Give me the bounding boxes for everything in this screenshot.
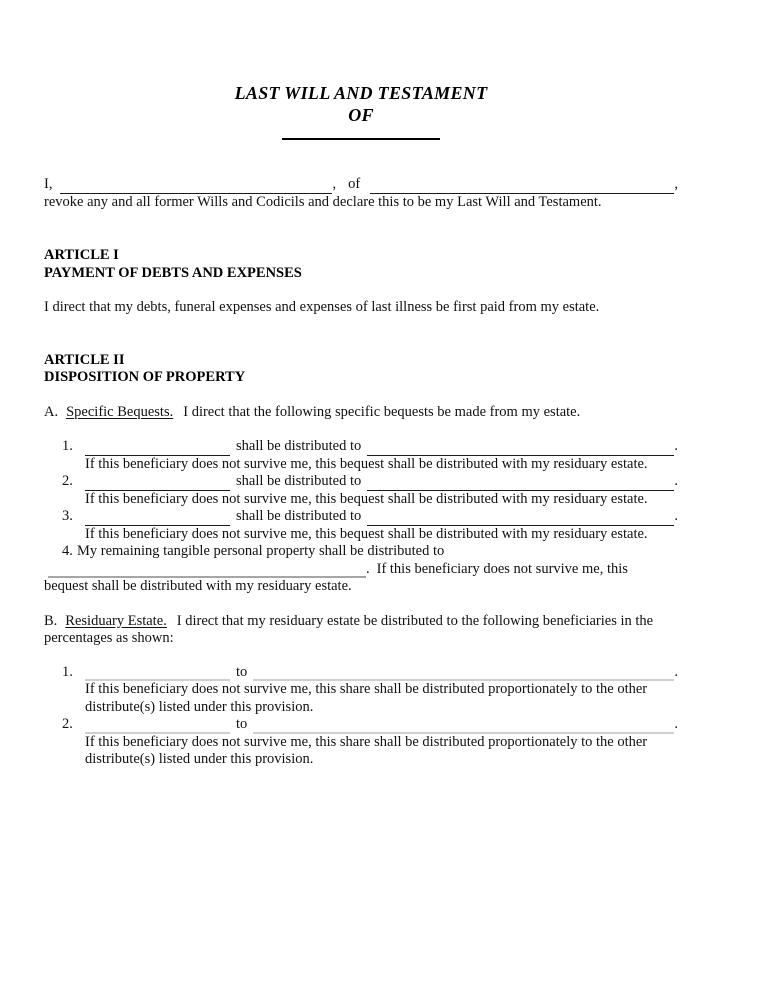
section-b-intro-line-1: [44, 613, 678, 631]
bequest-item-2-note: If this beneficiary does not survive me, this bequest shall be distributed with my residuary estate.: [85, 490, 648, 507]
bequest-beneficiary-blank[interactable]: [367, 442, 674, 456]
bequest-property-blank[interactable]: [85, 512, 230, 526]
section-a-title: Specific Bequests.: [66, 403, 174, 420]
section-b-intro-text: I direct that my residuary estate be distributed to the following beneficiaries in the: [176, 612, 654, 629]
document-content: [44, 0, 678, 769]
testator-address-blank[interactable]: [370, 180, 674, 194]
item-number: 4.: [62, 543, 73, 559]
section-b-items: [44, 664, 678, 769]
bequest-item-4-note: If this beneficiary does not survive me, this: [376, 560, 628, 577]
opening-line-2: revoke any and all former Wills and Codicils and declare this to be my Last Will and Testament.: [44, 193, 602, 210]
residuary-item-2: [62, 716, 678, 734]
article-2-subheading: DISPOSITION OF PROPERTY: [44, 369, 246, 385]
bequest-item-4-text: My remaining tangible personal property shall be distributed to: [77, 543, 445, 559]
residuary-item-2-note: If this beneficiary does not survive me, this share shall be distributed proportionately to the other: [85, 733, 648, 750]
article-1-heading-block: [44, 247, 678, 282]
testator-name-title-blank[interactable]: [282, 138, 440, 140]
item-connector: shall be distributed to: [236, 508, 362, 524]
residuary-share-blank[interactable]: [85, 667, 230, 681]
bequest-item-4-line-2: [44, 561, 678, 579]
bequest-beneficiary-blank[interactable]: [367, 477, 674, 491]
residuary-beneficiary-blank[interactable]: [253, 720, 674, 734]
period: .: [674, 716, 678, 732]
page-title-of: OF: [348, 105, 374, 125]
section-a-intro: [44, 404, 678, 422]
article-2-heading-block: [44, 352, 678, 387]
section-a-items: [44, 438, 678, 596]
page-title: LAST WILL AND TESTAMENT: [234, 83, 488, 103]
comma: ,: [674, 176, 678, 192]
section-a-intro-text: I direct that the following specific bequests be made from my estate.: [183, 403, 581, 420]
residuary-item-2-note-continued: distribute(s) listed under this provision.: [85, 751, 314, 767]
bequest-property-blank[interactable]: [85, 442, 230, 456]
section-a-label: A.: [44, 403, 59, 420]
item-number: 2.: [62, 473, 73, 489]
item-number: 3.: [62, 508, 73, 524]
article-1-heading: ARTICLE I: [44, 247, 119, 263]
comma: ,: [332, 176, 337, 192]
item-number: 1.: [62, 663, 73, 680]
period: .: [674, 473, 678, 489]
opening-of: of: [348, 176, 361, 192]
section-b-title: Residuary Estate.: [65, 612, 167, 629]
bequest-item-3: [62, 508, 678, 526]
article-1-body: I direct that my debts, funeral expenses and expenses of last illness be first paid from my estate.: [44, 299, 600, 315]
item-number: 1.: [62, 438, 73, 454]
opening-line-1: [44, 176, 678, 194]
bequest-item-4: [62, 543, 678, 561]
section-b-intro: [44, 613, 678, 648]
period: .: [674, 438, 678, 454]
item-connector: shall be distributed to: [236, 473, 362, 489]
bequest-item-1-note: If this beneficiary does not survive me, this bequest shall be distributed with my residuary estate.: [85, 455, 648, 472]
item-connector: shall be distributed to: [236, 438, 362, 454]
title-block: [44, 82, 678, 140]
opening-paragraph: [44, 176, 678, 211]
residuary-item-1: [62, 664, 678, 682]
bequest-property-blank[interactable]: [85, 477, 230, 491]
bequest-item-3-note: If this beneficiary does not survive me, this bequest shall be distributed with my residuary estate.: [85, 525, 648, 542]
residuary-share-blank[interactable]: [85, 720, 230, 734]
item-connector: to: [236, 716, 248, 732]
residuary-item-1-note: If this beneficiary does not survive me, this share shall be distributed proportionately to the other: [85, 681, 648, 697]
item-number: 2.: [62, 716, 73, 732]
item-connector: to: [236, 663, 248, 680]
bequest-item-4-note-continued: bequest shall be distributed with my residuary estate.: [44, 578, 352, 594]
section-b-intro-line-2: percentages as shown:: [44, 630, 174, 646]
residuary-item-1-note-continued: distribute(s) listed under this provision.: [85, 698, 314, 715]
remaining-property-beneficiary-blank[interactable]: [48, 564, 366, 578]
section-b-label: B.: [44, 612, 58, 629]
period: .: [674, 663, 678, 680]
period: .: [366, 560, 370, 577]
bequest-item-2: [62, 473, 678, 491]
bequest-item-1: [62, 438, 678, 456]
opening-lead: I,: [44, 176, 53, 192]
residuary-beneficiary-blank[interactable]: [253, 667, 674, 681]
article-1-subheading: PAYMENT OF DEBTS AND EXPENSES: [44, 264, 302, 281]
period: .: [674, 508, 678, 524]
article-2-heading: ARTICLE II: [44, 351, 125, 368]
testator-name-blank[interactable]: [60, 180, 332, 194]
bequest-beneficiary-blank[interactable]: [367, 512, 674, 526]
